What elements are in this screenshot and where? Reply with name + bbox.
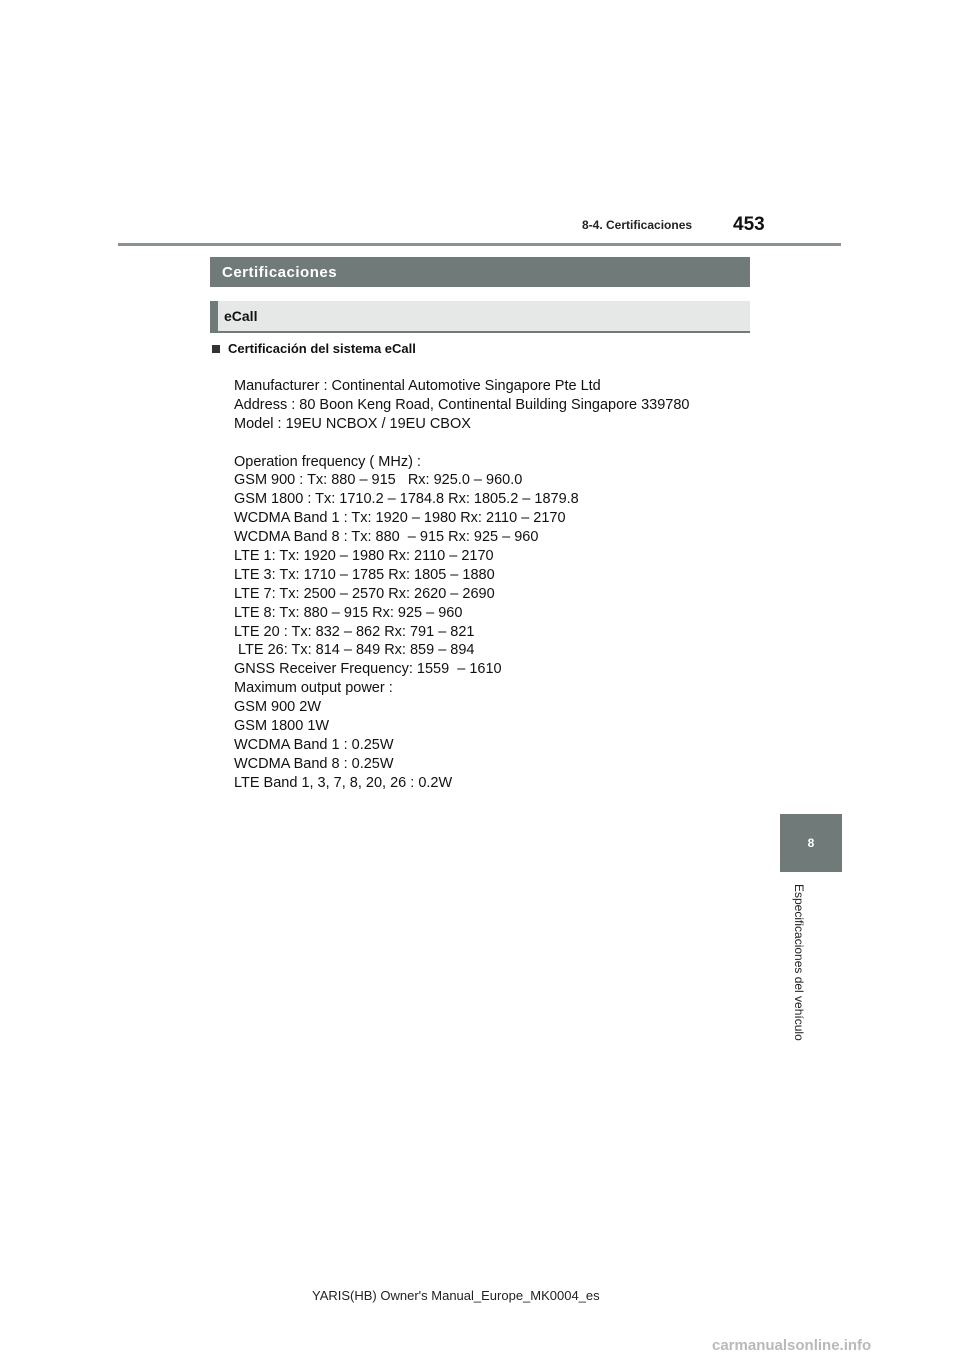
spec-line: LTE 26: Tx: 814 – 849 Rx: 859 – 894 — [234, 642, 475, 659]
spec-line: GSM 1800 1W — [234, 718, 330, 735]
watermark: carmanualsonline.info — [712, 1337, 872, 1354]
section-title-bar — [210, 257, 750, 287]
spec-line: Model : 19EU NCBOX / 19EU CBOX — [234, 415, 471, 432]
spec-line: LTE 8: Tx: 880 – 915 Rx: 925 – 960 — [234, 604, 463, 621]
certification-spec-block — [234, 377, 754, 793]
bullet-heading — [212, 341, 416, 356]
spec-line: LTE 20 : Tx: 832 – 862 Rx: 791 – 821 — [234, 623, 475, 640]
spec-line: WCDMA Band 8 : 0.25W — [234, 755, 394, 772]
spec-line: GSM 1800 : Tx: 1710.2 – 1784.8 Rx: 1805.2 – 1879.8 — [234, 491, 579, 508]
spec-line: GNSS Receiver Frequency: 1559 – 1610 — [234, 661, 502, 678]
spec-spacer — [234, 434, 754, 453]
subsection-bar — [210, 301, 750, 333]
spec-line: GSM 900 : Tx: 880 – 915 Rx: 925.0 – 960.0 — [234, 472, 523, 489]
manual-footer: YARIS(HB) Owner's Manual_Europe_MK0004_es — [312, 1288, 600, 1303]
square-bullet-icon — [212, 345, 220, 353]
spec-line: Manufacturer : Continental Automotive Singapore Pte Ltd — [234, 378, 601, 394]
spec-line: GSM 900 2W — [234, 699, 322, 716]
spec-line: Address : 80 Boon Keng Road, Continental Building Singapore 339780 — [234, 396, 690, 413]
spec-line: Maximum output power : — [234, 680, 393, 697]
spec-line: WCDMA Band 8 : Tx: 880 – 915 Rx: 925 – 960 — [234, 529, 539, 546]
subsection-title: eCall — [224, 308, 258, 324]
section-title: Certificaciones — [222, 263, 338, 281]
chapter-tab-number: 8 — [807, 836, 815, 850]
spec-line: WCDMA Band 1 : Tx: 1920 – 1980 Rx: 2110 – 2170 — [234, 510, 566, 527]
spec-line: WCDMA Band 1 : 0.25W — [234, 736, 394, 753]
spec-line: Operation frequency ( MHz) : — [234, 453, 421, 470]
header-divider — [118, 243, 841, 246]
chapter-tab — [780, 814, 842, 872]
chapter-tab-label: Especificaciones del vehículo — [792, 884, 806, 1041]
bullet-heading-text: Certificación del sistema eCall — [228, 341, 416, 356]
spec-line: LTE 3: Tx: 1710 – 1785 Rx: 1805 – 1880 — [234, 566, 495, 583]
header-section-title: 8-4. Certificaciones — [582, 218, 693, 232]
page-number: 453 — [733, 214, 765, 235]
spec-line: LTE Band 1, 3, 7, 8, 20, 26 : 0.2W — [234, 774, 453, 791]
spec-line: LTE 7: Tx: 2500 – 2570 Rx: 2620 – 2690 — [234, 585, 495, 602]
spec-line: LTE 1: Tx: 1920 – 1980 Rx: 2110 – 2170 — [234, 548, 494, 565]
